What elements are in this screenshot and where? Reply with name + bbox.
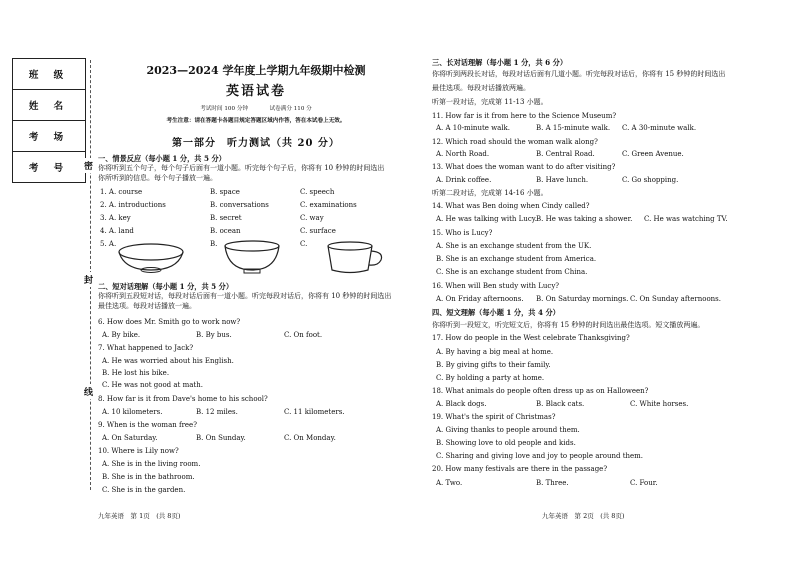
option: B. — [210, 240, 218, 248]
option: B. On Sunday. — [196, 434, 246, 442]
question-row — [98, 227, 414, 239]
option: C. He was watching TV. — [644, 215, 728, 223]
option: A. Drink coffee. — [436, 176, 492, 184]
option: B. He lost his bike. — [102, 369, 170, 377]
option: B. 12 miles. — [196, 408, 238, 416]
option: B. Central Road. — [536, 150, 595, 158]
option: C. On Monday. — [284, 434, 336, 442]
question-13: 13. What does the woman want to do after visiting? — [432, 163, 616, 171]
number-box: 考 号 — [12, 151, 86, 183]
page-footer-right: 九年英语 第 2页 (共 8页) — [542, 512, 625, 520]
part-title: 第一部分 听力测试（共 20 分） — [172, 138, 340, 149]
option: C. way — [300, 214, 324, 222]
binding-char-line: 线 — [84, 384, 93, 399]
question-17: 17. How do people in the West celebrate Thanksgiving? — [432, 334, 630, 342]
option: C. Four. — [630, 479, 658, 487]
section4-title: 四、短文理解（每小题 1 分，共 4 分） — [432, 308, 560, 317]
option: C. He was not good at math. — [102, 381, 203, 389]
option: C. White horses. — [630, 400, 689, 408]
page-footer-left: 九年英语 第 1页 (共 8页) — [98, 512, 181, 520]
option: C. — [300, 240, 308, 248]
section3-instruction-2: 最佳选项。每段对话播放两遍。 — [432, 84, 530, 92]
question-12: 12. Which road should the woman walk along? — [432, 138, 598, 146]
option: B. She is in the bathroom. — [102, 473, 195, 481]
student-info-strip — [12, 58, 86, 183]
option: 1. A. course — [100, 188, 143, 196]
options-row — [432, 215, 772, 225]
section3-sub2: 听第二段对话，完成第 14-16 小题。 — [432, 189, 548, 197]
options-row — [98, 434, 414, 444]
option: B. She is an exchange student from America. — [436, 255, 597, 263]
option: A. She is in the living room. — [102, 460, 201, 468]
option: C. speech — [300, 188, 335, 196]
question-10: 10. Where is Lily now? — [98, 447, 179, 455]
option: C. On foot. — [284, 331, 323, 339]
exam-time: 考试时间 100 分钟 — [200, 106, 249, 112]
option: A. A 10-minute walk. — [436, 124, 511, 132]
option: B. conversations — [210, 201, 269, 209]
option: C. On Sunday afternoons. — [630, 295, 722, 303]
options-row — [98, 408, 414, 418]
option: B. secret — [210, 214, 242, 222]
exam-notice: 考生注意：请在答题卡各题目规定答题区域内作答，答在本试卷上无效。 — [166, 118, 346, 124]
option: 4. A. land — [100, 227, 134, 235]
question-9: 9. When is the woman free? — [98, 421, 197, 429]
option: A. He was worried about his English. — [102, 357, 234, 365]
exam-subject-title: 英语试卷 — [225, 84, 286, 99]
name-box: 姓 名 — [12, 89, 86, 120]
exam-year-title: 2023—2024 学年度上学期九年级期中检测 — [146, 64, 366, 77]
question-8: 8. How far is it from Dave's home to his school? — [98, 395, 268, 403]
option: A. Giving thanks to people around them. — [436, 426, 580, 434]
option: C. She is an exchange student from China. — [436, 268, 588, 276]
option: B. He was taking a shower. — [536, 215, 633, 223]
section2-instruction-2: 最佳选项。每段对话播放一遍。 — [98, 302, 196, 310]
option: C. By holding a party at home. — [436, 374, 545, 382]
section1-instruction-1: 你将听到五个句子，每个句子后面有一道小题。听完每个句子后，你将有 10 秒钟的时间选出 — [98, 164, 385, 172]
options-row — [432, 295, 772, 305]
section2-title: 二、短对话理解（每小题 1 分，共 5 分） — [98, 282, 234, 291]
exam-time-score — [98, 106, 414, 113]
option: B. space — [210, 188, 240, 196]
option: C. Go shopping. — [622, 176, 679, 184]
option: A. Black dogs. — [436, 400, 487, 408]
section3-instruction-1: 你将听到两段长对话，每段对话后面有几道小题。听完每段对话后，你将有 15 秒钟的时间选出 — [432, 70, 726, 78]
option: B. Showing love to old people and kids. — [436, 439, 576, 447]
class-box: 班 级 — [12, 58, 86, 89]
option: 3. A. key — [100, 214, 131, 222]
section2-instruction-1: 你将听到五段短对话，每段对话后面有一道小题。听完每段对话后，你将有 10 秒钟的时间选出 — [98, 292, 392, 300]
option: B. By giving gifts to their family. — [436, 361, 551, 369]
option: B. Three. — [536, 479, 569, 487]
section1-instruction-2: 你所听到的信息。每个句子播放一遍。 — [98, 174, 217, 182]
question-row — [98, 201, 414, 213]
question-7: 7. What happened to Jack? — [98, 344, 194, 352]
option: C. examinations — [300, 201, 357, 209]
option: 2. A. introductions — [100, 201, 166, 209]
option: C. 11 kilometers. — [284, 408, 345, 416]
question-18: 18. What animals do people often dress up as on Halloween? — [432, 387, 649, 395]
question-row — [98, 188, 414, 200]
cup-picture — [324, 240, 388, 276]
option: B. A 15-minute walk. — [536, 124, 611, 132]
options-row — [432, 124, 772, 134]
option: B. Black cats. — [536, 400, 585, 408]
option: A. By bike. — [102, 331, 141, 339]
option: A. Two. — [436, 479, 463, 487]
bowl-picture — [222, 240, 282, 276]
options-row — [432, 479, 772, 489]
options-row — [432, 150, 772, 160]
options-row — [432, 400, 772, 410]
question-14: 14. What was Ben doing when Cindy called? — [432, 202, 590, 210]
option: 5. A. — [100, 240, 117, 248]
option: A. He was talking with Lucy. — [436, 215, 537, 223]
option: A. She is an exchange student from the UK. — [436, 242, 592, 250]
section1-title: 一、情景反应（每小题 1 分，共 5 分） — [98, 154, 226, 163]
question-11: 11. How far is it from here to the Science Museum? — [432, 112, 617, 120]
option: A. On Friday afternoons. — [436, 295, 524, 303]
option: B. By bus. — [196, 331, 232, 339]
section3-title: 三、长对话理解（每小题 1 分，共 6 分） — [432, 58, 568, 67]
option: A. North Road. — [436, 150, 490, 158]
plate-picture — [116, 240, 186, 274]
option: C. surface — [300, 227, 336, 235]
option: A. On Saturday. — [102, 434, 158, 442]
option: B. ocean — [210, 227, 241, 235]
binding-char-seal: 密 — [84, 158, 93, 173]
option: A. By having a big meal at home. — [436, 348, 554, 356]
section3-sub1: 听第一段对话，完成第 11-13 小题。 — [432, 98, 548, 106]
exam-score: 试卷满分 110 分 — [269, 106, 312, 112]
question-19: 19. What's the spirit of Christmas? — [432, 413, 556, 421]
question-row — [98, 214, 414, 226]
question-16: 16. When will Ben study with Lucy? — [432, 282, 560, 290]
question-6: 6. How does Mr. Smith go to work now? — [98, 318, 241, 326]
binding-char-seal2: 封 — [84, 272, 93, 287]
question-20: 20. How many festivals are there in the passage? — [432, 465, 608, 473]
options-row — [98, 331, 414, 341]
room-box: 考 场 — [12, 120, 86, 151]
option: C. Green Avenue. — [622, 150, 684, 158]
option: C. She is in the garden. — [102, 486, 186, 494]
option: B. On Saturday mornings. — [536, 295, 629, 303]
option: C. Sharing and giving love and joy to people around them. — [436, 452, 644, 460]
option: C. A 30-minute walk. — [622, 124, 697, 132]
options-row — [432, 176, 772, 186]
section4-instruction: 你将听到一段短文，听完短文后，你将有 15 秒钟的时间选出最佳选项。短文播放两遍。 — [432, 321, 705, 329]
option: B. Have lunch. — [536, 176, 589, 184]
option: A. 10 kilometers. — [102, 408, 163, 416]
question-15: 15. Who is Lucy? — [432, 229, 493, 237]
